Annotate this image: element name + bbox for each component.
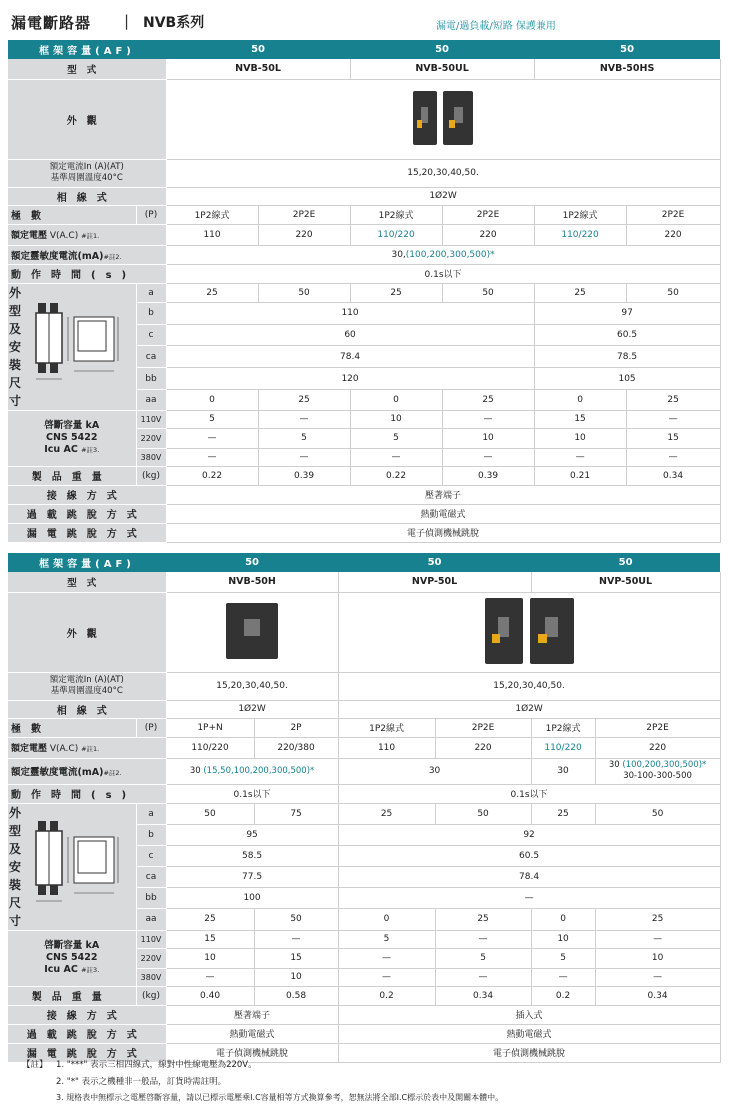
rated-current-label-line2: 基準周圍溫度40°C xyxy=(50,686,123,696)
dim-value: 50 xyxy=(254,909,338,930)
leakage-trip-value: 電子偵測機械跳脫 xyxy=(166,1043,338,1062)
breaking-capacity-line: Icu AC xyxy=(44,964,78,975)
sensitivity-value xyxy=(166,245,720,264)
af-value: 50 xyxy=(166,553,338,572)
product-photo xyxy=(166,592,338,672)
rated-current-value: 15,20,30,40,50. xyxy=(338,672,720,700)
pole-value: 2P xyxy=(254,718,338,737)
dim-value: 50 xyxy=(442,283,534,302)
sensitivity-label xyxy=(8,245,166,264)
dim-value: 25 xyxy=(626,389,720,410)
breaker-image xyxy=(226,603,278,662)
sensitivity-value: 30 xyxy=(338,758,531,784)
pole-label: 極數 xyxy=(8,205,136,224)
dim-key: a xyxy=(136,283,166,302)
cap-value: — xyxy=(435,968,531,986)
sensitivity-value xyxy=(595,758,720,784)
footnote: 2. "*" 表示之機種非一般品，訂貨時需註明。 xyxy=(56,1077,227,1087)
dim-value: 75 xyxy=(254,803,338,824)
voltage-value: 220/380 xyxy=(254,737,338,758)
cap-value: — xyxy=(166,968,254,986)
voltage-value: 110/220 xyxy=(534,224,626,245)
rated-current-label-line1: 額定電流In (A)(AT) xyxy=(49,675,124,685)
breaking-capacity-line: Icu AC xyxy=(44,444,78,455)
trip-time-label: 動作時間(s) xyxy=(8,784,166,803)
dim-key: b xyxy=(136,824,166,845)
pole-label: 極數 xyxy=(8,718,136,737)
cap-value: — xyxy=(338,968,435,986)
protection-subtitle: 漏電/過負載/短路 保護兼用 xyxy=(436,21,556,32)
pole-value: 2P2E xyxy=(626,205,720,224)
dim-value: 110 xyxy=(166,302,534,324)
sensitivity-option: (100,200,300,500)* xyxy=(622,760,707,770)
pole-value: 2P2E xyxy=(595,718,720,737)
note-ref: #註3. xyxy=(81,966,100,974)
dimension-drawing xyxy=(28,803,136,930)
note-ref: #註2. xyxy=(103,769,122,777)
connection-label: 接線方式 xyxy=(8,485,166,504)
footnote: 3. 規格表中無標示之電壓啓斷容量，請以已標示電壓乘I.C容量相等方式換算參考，恕無法將全部I.C標示於表中及開關本體中。 xyxy=(56,1093,504,1102)
model-name: NVB-50UL xyxy=(350,59,534,79)
sensitivity-value: 30 xyxy=(531,758,595,784)
weight-value: 0.21 xyxy=(534,466,626,485)
weight-value: 0.22 xyxy=(166,466,258,485)
dim-key: c xyxy=(136,845,166,866)
af-label: 框架容量(AF) xyxy=(8,40,166,59)
dim-value: 25 xyxy=(350,283,442,302)
dim-value: 78.4 xyxy=(338,866,720,887)
dim-value: 60.5 xyxy=(534,324,720,346)
cap-value: — xyxy=(534,448,626,466)
dim-value: 97 xyxy=(534,302,720,324)
note-ref: #註1. xyxy=(81,745,100,753)
cap-value: — xyxy=(595,930,720,948)
dimension-diagram xyxy=(28,815,136,915)
dim-value: 77.5 xyxy=(166,866,338,887)
dimension-label-char: 型 xyxy=(8,823,21,838)
voltage-unit: V(A.C) xyxy=(49,744,79,754)
type-label: 型式 xyxy=(8,572,166,592)
breaking-capacity-label xyxy=(8,410,136,466)
voltage-label-text: 額定電壓 xyxy=(11,744,48,754)
cap-value: 10 xyxy=(254,968,338,986)
phase-label: 相線式 xyxy=(8,187,166,205)
voltage-label xyxy=(8,224,166,245)
weight-value: 0.34 xyxy=(626,466,720,485)
model-name: NVP-50UL xyxy=(531,572,720,592)
dim-value: 100 xyxy=(166,888,338,909)
dimension-label-char: 及 xyxy=(8,841,21,856)
sensitivity-value xyxy=(166,758,338,784)
overload-trip-label: 過載跳脫方式 xyxy=(8,1024,166,1043)
dim-key: c xyxy=(136,324,166,346)
cap-voltage: 220V xyxy=(136,428,166,448)
dim-value: 0 xyxy=(166,389,258,410)
page-header xyxy=(0,0,739,34)
dim-value: 78.5 xyxy=(534,346,720,368)
cap-voltage: 380V xyxy=(136,968,166,986)
weight-value: 0.34 xyxy=(435,986,531,1005)
connection-value: 壓著端子 xyxy=(166,485,720,504)
dimension-label-char: 型 xyxy=(8,303,21,318)
cap-value: 10 xyxy=(531,930,595,948)
pole-value: 1P2線式 xyxy=(534,205,626,224)
cap-value: — xyxy=(166,428,258,448)
dim-value: 95 xyxy=(166,824,338,845)
voltage-value: 220 xyxy=(595,737,720,758)
pole-value: 2P2E xyxy=(435,718,531,737)
cap-value: 5 xyxy=(531,948,595,968)
cap-value: — xyxy=(531,968,595,986)
sensitivity-std: 30 xyxy=(189,766,201,776)
pole-value: 1P2線式 xyxy=(531,718,595,737)
product-photo xyxy=(338,592,720,672)
pole-value: 1P2線式 xyxy=(166,205,258,224)
dim-key: bb xyxy=(136,888,166,909)
breaking-capacity-line: CNS 5422 xyxy=(45,952,98,963)
dim-value: 50 xyxy=(435,803,531,824)
weight-label: 製品重量 xyxy=(8,986,136,1005)
cap-value: — xyxy=(258,448,350,466)
weight-value: 0.39 xyxy=(442,466,534,485)
sensitivity-std: 30 xyxy=(608,760,620,770)
overload-trip-value: 熱動電磁式 xyxy=(166,1024,338,1043)
title-separator: | xyxy=(124,12,130,30)
cap-value: 15 xyxy=(626,428,720,448)
dimension-label-char: 安 xyxy=(8,859,21,874)
dimension-label xyxy=(8,283,28,410)
model-name: NVP-50L xyxy=(338,572,531,592)
rated-current-label xyxy=(8,672,166,700)
dim-key: aa xyxy=(136,909,166,930)
dim-value: 25 xyxy=(595,909,720,930)
cap-value: — xyxy=(258,410,350,428)
dim-value: 0 xyxy=(534,389,626,410)
dim-value: 78.4 xyxy=(166,346,534,368)
dim-key: bb xyxy=(136,368,166,390)
sensitivity-label-text: 額定靈敏度電流(mA) xyxy=(11,250,104,262)
dim-value: 25 xyxy=(435,909,531,930)
cap-voltage: 380V xyxy=(136,448,166,466)
cap-value: 10 xyxy=(595,948,720,968)
note-ref: #註1. xyxy=(81,232,100,240)
voltage-value: 110 xyxy=(166,224,258,245)
note-ref: #註2. xyxy=(103,252,122,261)
dim-value: 50 xyxy=(626,283,720,302)
dimension-label-char: 裝 xyxy=(8,877,21,892)
leakage-trip-label: 漏電跳脫方式 xyxy=(8,523,166,542)
voltage-unit: V(A.C) xyxy=(49,231,79,241)
weight-value: 0.40 xyxy=(166,986,254,1005)
dimension-label-char: 裝 xyxy=(8,357,21,372)
dim-value: 58.5 xyxy=(166,845,338,866)
sensitivity-option: (15,50,100,200,300,500)* xyxy=(203,766,315,776)
sensitivity-alt: 30-100-300-500 xyxy=(623,771,692,781)
voltage-value: 110 xyxy=(338,737,435,758)
dim-value: 0 xyxy=(350,389,442,410)
phase-value: 1Ø2W xyxy=(338,700,720,718)
pole-value: 1P+N xyxy=(166,718,254,737)
footnote-head: 【註】 xyxy=(22,1060,48,1070)
series-name: NVB系列 xyxy=(143,15,205,31)
rated-current-label-line1: 額定電流In (A)(AT) xyxy=(49,162,124,172)
dim-value: 50 xyxy=(595,803,720,824)
dimension-label xyxy=(8,803,28,930)
dimension-label-char: 尺 xyxy=(8,375,21,390)
cap-voltage: 110V xyxy=(136,410,166,428)
model-name: NVB-50L xyxy=(166,59,350,79)
voltage-value: 220 xyxy=(626,224,720,245)
breaking-capacity-line: 啓斷容量 kA xyxy=(44,420,100,431)
cap-value: — xyxy=(442,410,534,428)
af-value: 50 xyxy=(166,40,350,59)
dim-value: 25 xyxy=(166,283,258,302)
cap-value: — xyxy=(435,930,531,948)
dim-value: 50 xyxy=(258,283,350,302)
dim-value: 60.5 xyxy=(338,845,720,866)
breaker-image xyxy=(530,598,574,667)
trip-time-value: 0.1s以下 xyxy=(338,784,720,803)
voltage-value: 220 xyxy=(258,224,350,245)
sensitivity-option: (100,200,300,500)* xyxy=(405,249,495,260)
cap-value: 5 xyxy=(338,930,435,948)
af-value: 50 xyxy=(350,40,534,59)
dim-value: 0 xyxy=(338,909,435,930)
dim-key: a xyxy=(136,803,166,824)
dimension-label-char: 及 xyxy=(8,321,21,336)
dim-value: 0 xyxy=(531,909,595,930)
dimension-drawing xyxy=(28,283,136,410)
weight-value: 0.2 xyxy=(338,986,435,1005)
rated-current-value: 15,20,30,40,50. xyxy=(166,672,338,700)
weight-value: 0.34 xyxy=(595,986,720,1005)
dimension-label-char: 外 xyxy=(8,805,21,820)
trip-time-value: 0.1s以下 xyxy=(166,264,720,283)
voltage-value: 110/220 xyxy=(350,224,442,245)
dim-value: 25 xyxy=(258,389,350,410)
cap-value: 15 xyxy=(166,930,254,948)
cap-value: 10 xyxy=(442,428,534,448)
cap-value: — xyxy=(626,410,720,428)
weight-label: 製品重量 xyxy=(8,466,136,485)
note-ref: #註3. xyxy=(81,446,100,454)
model-name: NVB-50HS xyxy=(534,59,720,79)
breaking-capacity-line: CNS 5422 xyxy=(45,432,98,443)
dim-value: 25 xyxy=(531,803,595,824)
phase-label: 相線式 xyxy=(8,700,166,718)
appearance-label: 外觀 xyxy=(8,79,166,159)
weight-unit: (kg) xyxy=(136,466,166,485)
pole-unit: (P) xyxy=(136,205,166,224)
dim-key: ca xyxy=(136,866,166,887)
type-label: 型式 xyxy=(8,59,166,79)
dim-value: 92 xyxy=(338,824,720,845)
cap-value: 5 xyxy=(166,410,258,428)
dimension-label-char: 寸 xyxy=(8,393,21,408)
sensitivity-std: 30, xyxy=(391,249,406,260)
pole-value: 2P2E xyxy=(258,205,350,224)
leakage-trip-label: 漏電跳脫方式 xyxy=(8,1043,166,1062)
appearance-label: 外觀 xyxy=(8,592,166,672)
weight-unit: (kg) xyxy=(136,986,166,1005)
dim-value: — xyxy=(338,888,720,909)
cap-value: — xyxy=(254,930,338,948)
dimension-label-char: 寸 xyxy=(8,913,21,928)
rated-current-value: 15,20,30,40,50. xyxy=(166,159,720,187)
af-value: 50 xyxy=(534,40,720,59)
voltage-label-text: 額定電壓 xyxy=(11,231,48,241)
dim-value: 50 xyxy=(166,803,254,824)
weight-value: 0.58 xyxy=(254,986,338,1005)
cap-voltage: 220V xyxy=(136,948,166,968)
cap-value: — xyxy=(442,448,534,466)
model-name: NVB-50H xyxy=(166,572,338,592)
cap-value: 10 xyxy=(166,948,254,968)
dim-value: 25 xyxy=(338,803,435,824)
breaking-capacity-line: 啓斷容量 kA xyxy=(44,940,100,951)
dimension-label-char: 安 xyxy=(8,339,21,354)
cap-value: — xyxy=(350,448,442,466)
pole-value: 1P2線式 xyxy=(338,718,435,737)
pole-value: 2P2E xyxy=(442,205,534,224)
cap-value: — xyxy=(166,448,258,466)
cap-value: 5 xyxy=(258,428,350,448)
cap-value: — xyxy=(338,948,435,968)
breaker-image xyxy=(443,91,473,148)
cap-value: 5 xyxy=(435,948,531,968)
pole-unit: (P) xyxy=(136,718,166,737)
cap-value: 10 xyxy=(350,410,442,428)
dim-value: 60 xyxy=(166,324,534,346)
dimension-label-char: 外 xyxy=(8,285,21,300)
weight-value: 0.2 xyxy=(531,986,595,1005)
overload-trip-value: 熱動電磁式 xyxy=(166,504,720,523)
connection-value: 壓著端子 xyxy=(166,1005,338,1024)
trip-time-value: 0.1s以下 xyxy=(166,784,338,803)
af-label: 框架容量(AF) xyxy=(8,553,166,572)
cap-value: 15 xyxy=(254,948,338,968)
dim-value: 25 xyxy=(534,283,626,302)
rated-current-label-line2: 基準周圍溫度40°C xyxy=(50,173,123,183)
leakage-trip-value: 電子偵測機械跳脫 xyxy=(166,523,720,542)
overload-trip-label: 過載跳脫方式 xyxy=(8,504,166,523)
voltage-value: 110/220 xyxy=(531,737,595,758)
dim-value: 25 xyxy=(442,389,534,410)
overload-trip-value: 熱動電磁式 xyxy=(338,1024,720,1043)
page-title: 漏電斷路器 xyxy=(11,14,92,32)
weight-value: 0.39 xyxy=(258,466,350,485)
sensitivity-label xyxy=(8,758,166,784)
voltage-value: 110/220 xyxy=(166,737,254,758)
cap-value: — xyxy=(595,968,720,986)
cap-value: — xyxy=(626,448,720,466)
spec-table-2 xyxy=(8,553,721,1063)
dim-key xyxy=(136,389,166,410)
af-value: 50 xyxy=(338,553,531,572)
dimension-diagram xyxy=(28,297,136,393)
dim-key-text: aa xyxy=(145,394,157,405)
dim-key: ca xyxy=(136,346,166,368)
voltage-value: 220 xyxy=(435,737,531,758)
cap-value: 10 xyxy=(534,428,626,448)
phase-value: 1Ø2W xyxy=(166,187,720,205)
weight-value: 0.22 xyxy=(350,466,442,485)
voltage-label xyxy=(8,737,166,758)
phase-value: 1Ø2W xyxy=(166,700,338,718)
breaker-image xyxy=(485,598,523,667)
dim-value: 25 xyxy=(166,909,254,930)
breaking-capacity-label xyxy=(8,930,136,986)
dim-value: 105 xyxy=(534,368,720,390)
dim-key: b xyxy=(136,302,166,324)
leakage-trip-value: 電子偵測機械跳脫 xyxy=(338,1043,720,1062)
voltage-value: 220 xyxy=(442,224,534,245)
af-value: 50 xyxy=(531,553,720,572)
dim-value: 120 xyxy=(166,368,534,390)
trip-time-label: 動作時間(s) xyxy=(8,264,166,283)
rated-current-label xyxy=(8,159,166,187)
connection-label: 接線方式 xyxy=(8,1005,166,1024)
sensitivity-label-text: 額定靈敏度電流(mA) xyxy=(11,767,104,778)
breaker-image xyxy=(413,91,437,148)
cap-value: 5 xyxy=(350,428,442,448)
cap-value: 15 xyxy=(534,410,626,428)
pole-value: 1P2線式 xyxy=(350,205,442,224)
product-photo xyxy=(166,79,720,159)
dimension-label-char: 尺 xyxy=(8,895,21,910)
footnote: 1. "***" 表示三相四線式，線對中性線電壓為220V。 xyxy=(56,1060,257,1070)
cap-voltage: 110V xyxy=(136,930,166,948)
connection-value: 插入式 xyxy=(338,1005,720,1024)
spec-table-1 xyxy=(8,40,721,543)
